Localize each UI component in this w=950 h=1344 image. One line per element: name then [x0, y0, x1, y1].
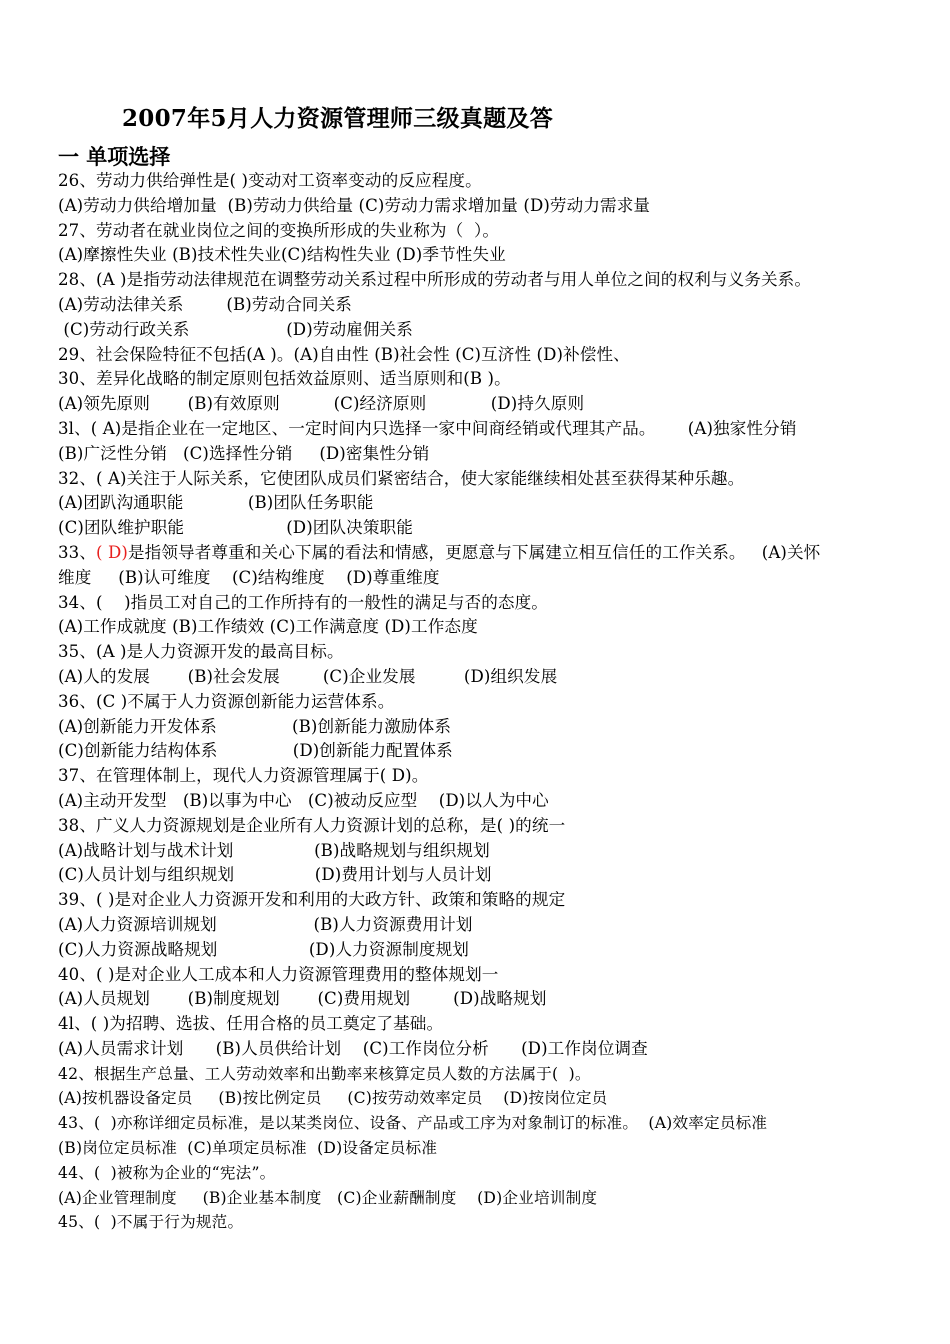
- text-line: (C)劳动行政关系 (D)劳动雇佣关系: [58, 319, 413, 339]
- text-line: 29、社会保险特征不包括(A )。(A)自由性 (B)社会性 (C)互济性 (D)补偿性、: [58, 344, 630, 364]
- question-list: [58, 169, 938, 1235]
- text-line: 32、( A)关注于人际关系，它使团队成员们紧密结合，使大家能继续相处甚至获得某种乐趣。: [58, 468, 745, 488]
- text-line: 37、在管理体制上，现代人力资源管理属于( D)。: [58, 766, 429, 786]
- document-title: 2007年5月人力资源管理师三级真题及答: [122, 105, 554, 132]
- question-33-line: [58, 541, 938, 566]
- text-line: 维度 (B)认可维度 (C)结构维度 (D)尊重维度: [58, 567, 440, 587]
- text-line: 38、广义人力资源规划是企业所有人力资源计划的总称，是( )的统一: [58, 815, 566, 835]
- text-line: (B)岗位定员标准 (C)单项定员标准 (D)设备定员标准: [58, 1139, 438, 1158]
- text-line: 4l、( )为招聘、选拔、任用合格的员工奠定了基础。: [58, 1014, 444, 1034]
- text-line: 36、(C )不属于人力资源创新能力运营体系。: [58, 691, 395, 711]
- text-line: (C)创新能力结构体系 (D)创新能力配置体系: [58, 741, 453, 761]
- text-line: 42、根据生产总量、工人劳动效率和出勤率来核算定员人数的方法属于( )。: [58, 1064, 591, 1083]
- text-line: 40、( )是对企业人工成本和人力资源管理费用的整体规划一: [58, 964, 499, 984]
- text-line: (C)人力资源战略规划 (D)人力资源制度规划: [58, 939, 469, 959]
- question-33-text: 是指领导者尊重和关心下属的看法和情感，更愿意与下属建立相互信任的工作关系。 (A)关怀: [127, 542, 821, 562]
- text-line: (A)摩擦性失业 (B)技术性失业(C)结构性失业 (D)季节性失业: [58, 245, 506, 265]
- text-line: (A)企业管理制度 (B)企业基本制度 (C)企业薪酬制度 (D)企业培训制度: [58, 1188, 598, 1207]
- text-line: 27、劳动者在就业岗位之间的变换所形成的失业称为（ ）。: [58, 220, 500, 240]
- text-line: 35、(A )是人力资源开发的最高目标。: [58, 642, 344, 662]
- text-line: (A)按机器设备定员 (B)按比例定员 (C)按劳动效率定员 (D)按岗位定员: [58, 1089, 608, 1108]
- section-heading: 一 单项选择: [58, 145, 171, 169]
- text-line: (A)创新能力开发体系 (B)创新能力激励体系: [58, 716, 452, 736]
- text-line: (A)人力资源培训规划 (B)人力资源费用计划: [58, 914, 473, 934]
- text-line: 26、劳动力供给弹性是( )变动对工资率变动的反应程度。: [58, 171, 482, 190]
- text-line: (A)劳动力供给增加量 (B)劳动力供给量 (C)劳动力需求增加量 (D)劳动力需求量: [58, 195, 651, 215]
- text-line: 43、( )亦称详细定员标准，是以某类岗位、设备、产品或工序为对象制订的标准。 (A)效率定员标准: [58, 1114, 768, 1133]
- text-line: 3l、( A)是指企业在一定地区、一定时间内只选择一家中间商经销或代理其产品。 (A)独家性分销: [58, 418, 797, 438]
- text-line: (A)主动开发型 (B)以事为中心 (C)被动反应型 (D)以人为中心: [58, 790, 549, 810]
- question-33-prefix: 33、: [58, 542, 97, 562]
- text-line: (A)团趴沟通职能 (B)团队任务职能: [58, 493, 374, 513]
- text-line: (C)团队维护职能 (D)团队决策职能: [58, 518, 413, 538]
- text-line: 44、( )被称为企业的“宪法”。: [58, 1163, 276, 1182]
- text-line: (A)领先原则 (B)有效原则 (C)经济原则 (D)持久原则: [58, 394, 585, 414]
- text-line: (C)人员计划与组织规划 (D)费用计划与人员计划: [58, 865, 492, 885]
- question-33-answer: ( D): [96, 542, 128, 562]
- text-line: 45、( )不属于行为规范。: [58, 1213, 244, 1232]
- text-line: (A)人员需求计划 (B)人员供给计划 (C)工作岗位分析 (D)工作岗位调查: [58, 1038, 648, 1058]
- text-line: (A)人的发展 (B)社会发展 (C)企业发展 (D)组织发展: [58, 666, 558, 686]
- text-line: (A)人员规划 (B)制度规划 (C)费用规划 (D)战略规划: [58, 989, 547, 1009]
- text-line: 39、( )是对企业人力资源开发和利用的大政方针、政策和策略的规定: [58, 890, 566, 910]
- text-line: (A)战略计划与战术计划 (B)战略规划与组织规划: [58, 840, 490, 860]
- text-line: (B)广泛性分销 (C)选择性分销 (D)密集性分销: [58, 443, 430, 463]
- text-line: (A)劳动法律关系 (B)劳动合同关系: [58, 294, 352, 314]
- text-line: 28、(A )是指劳动法律规范在调整劳动关系过程中所形成的劳动者与用人单位之间的权利与义务关系。: [58, 270, 812, 290]
- text-line: 34、( )指员工对自己的工作所持有的一般性的满足与否的态度。: [58, 592, 548, 612]
- text-line: 30、差异化战略的制定原则包括效益原则、适当原则和(B )。: [58, 369, 511, 389]
- text-line: (A)工作成就度 (B)工作绩效 (C)工作满意度 (D)工作态度: [58, 617, 478, 637]
